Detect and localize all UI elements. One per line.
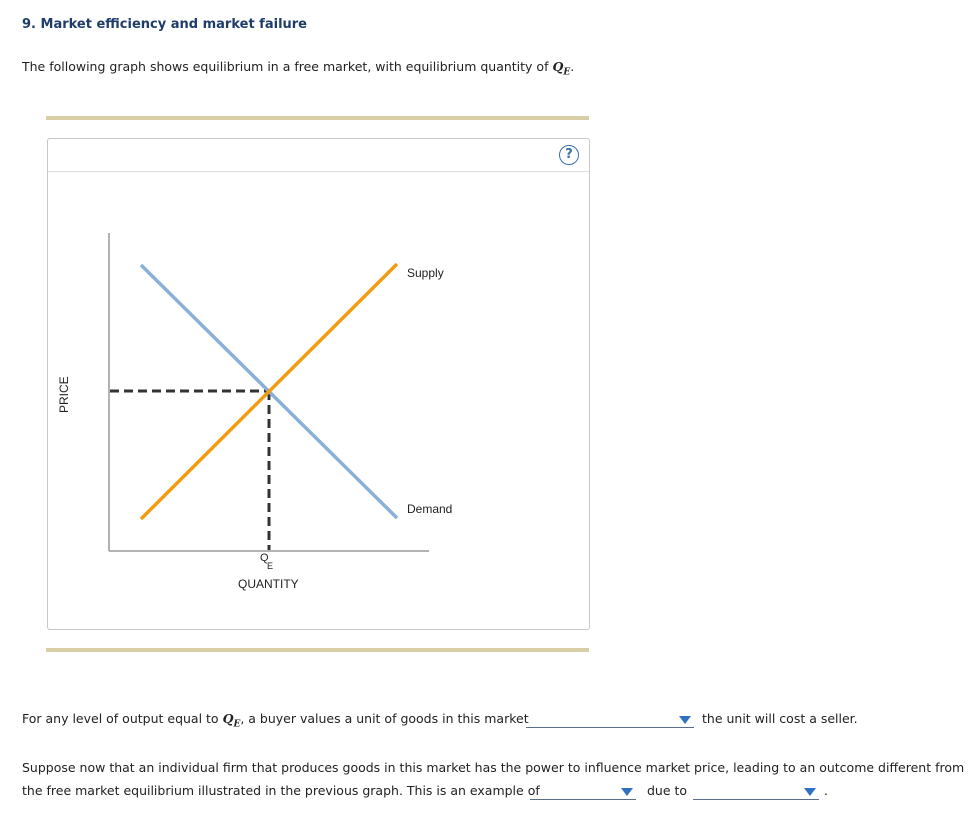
qe-symbol <box>552 59 571 78</box>
market-chart <box>48 139 589 629</box>
x-axis-label: QUANTITY <box>238 577 299 591</box>
graph-panel <box>47 138 590 630</box>
due-to-text: due to <box>647 783 688 798</box>
sentence-2-end: . <box>824 783 828 798</box>
qe-axis-subscript: E <box>267 561 274 571</box>
sentence-1-after: , a buyer values a unit of goods in this market <box>240 711 529 726</box>
market-outcome-dropdown[interactable] <box>530 785 636 800</box>
qe-symbol-inline <box>222 711 241 730</box>
intro-sentence: The following graph shows equilibrium in a free market, with equilibrium quantity of <box>22 59 549 74</box>
qe-inline-letter: Q <box>222 711 234 726</box>
qe-axis-label: Q <box>260 552 269 564</box>
help-button[interactable]: ? <box>559 145 579 165</box>
sentence-2-line-2: the free market equilibrium illustrated in the previous graph. This is an example of <box>22 783 540 798</box>
y-axis-label: PRICE <box>57 376 71 413</box>
sentence-1-end: the unit will cost a seller. <box>702 711 858 726</box>
chevron-down-icon <box>621 788 633 796</box>
supply-label: Supply <box>407 266 444 280</box>
top-divider <box>46 116 589 120</box>
cause-dropdown[interactable] <box>693 785 819 800</box>
sentence-1-before: For any level of output equal to <box>22 711 219 726</box>
intro-period: . <box>570 59 575 74</box>
chevron-down-icon <box>804 788 816 796</box>
sentence-1-start <box>22 711 529 730</box>
qe-symbol-letter: Q <box>552 59 564 74</box>
intro-text <box>22 59 574 78</box>
chevron-down-icon <box>679 716 691 724</box>
value-comparison-dropdown[interactable] <box>526 713 694 728</box>
qe-symbol-subscript: E <box>563 67 571 78</box>
bottom-divider <box>46 648 589 652</box>
qe-inline-subscript: E <box>233 719 241 730</box>
question-title: 9. Market efficiency and market failure <box>22 17 308 32</box>
demand-label: Demand <box>407 502 453 516</box>
sentence-2-line-1: Suppose now that an individual firm that produces goods in this market has the power to influence market price, leading to an outcome different from <box>22 760 965 775</box>
